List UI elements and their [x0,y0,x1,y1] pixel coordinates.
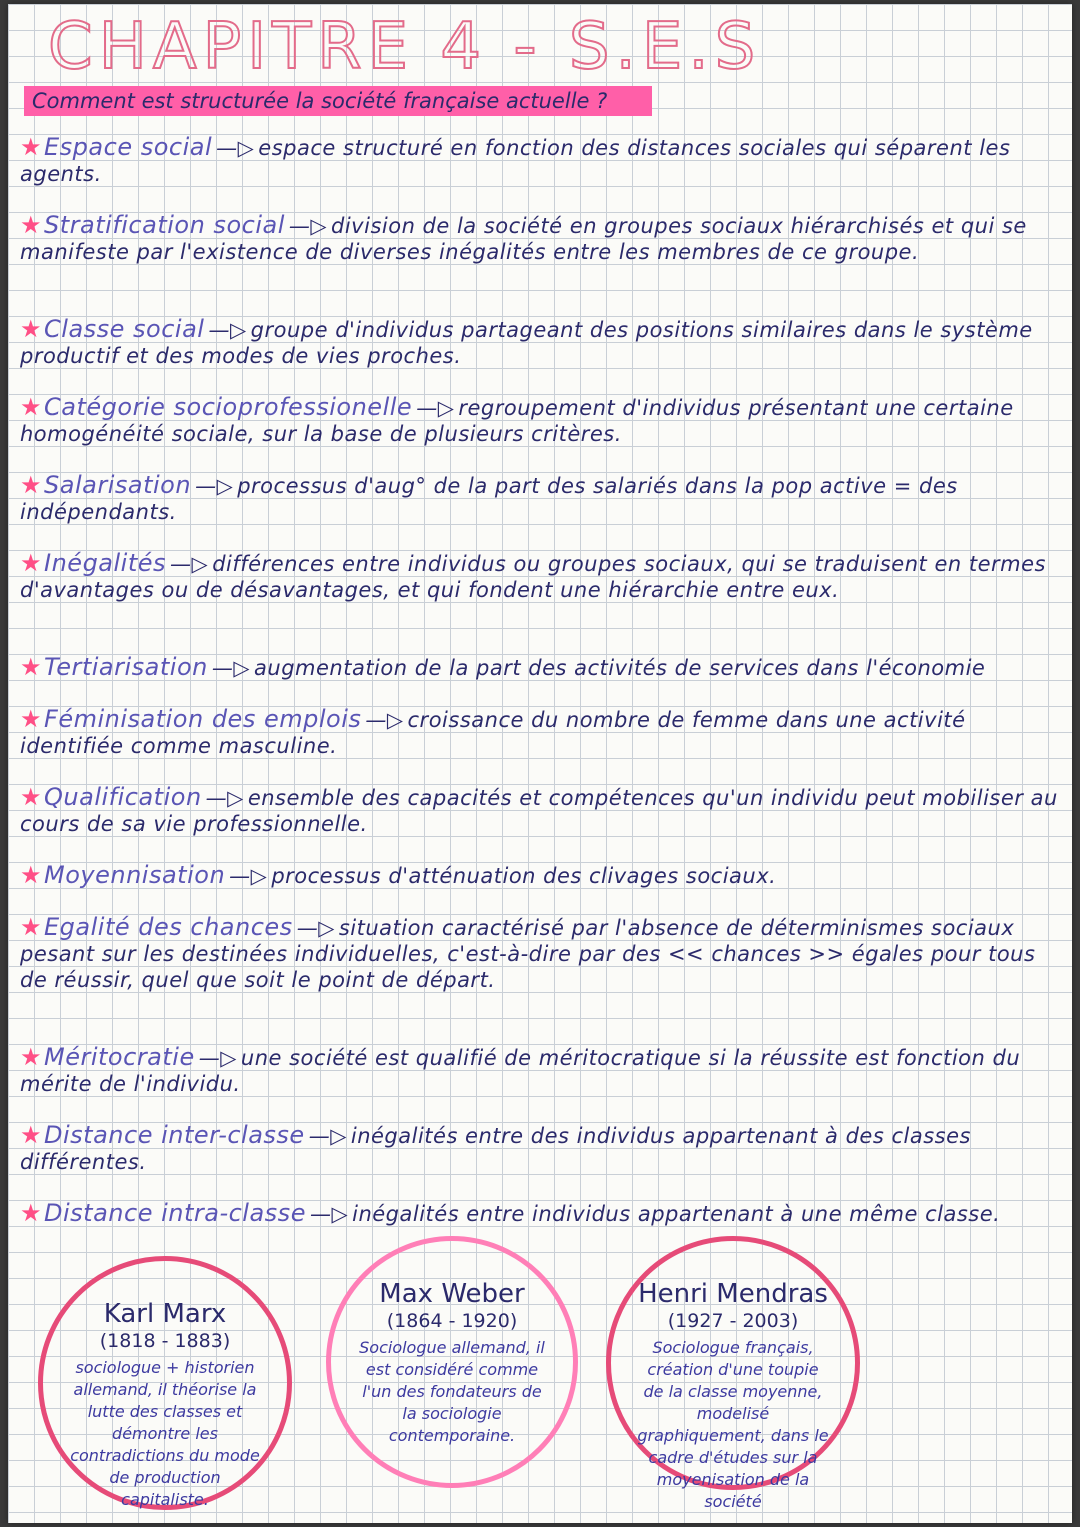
definition-item [20,394,1060,472]
definition-item [20,784,1060,862]
definition-item [20,914,1060,1044]
star-icon: ★ [20,211,43,239]
star-icon: ★ [20,705,43,733]
star-icon: ★ [20,1121,43,1149]
star-icon: ★ [20,133,43,161]
definition-list [20,134,1060,1278]
definition-text: différences entre individus ou groupes sociaux, qui se traduisent en termes d'avantages ou de désavantages, et qui fondent une hiérarchie entre eux. [20,552,1046,602]
definition-term: Salarisation [44,471,192,499]
definition-term: Egalité des chances [44,913,293,941]
star-icon: ★ [20,783,43,811]
definition-item [20,862,1060,914]
definition-term: Qualification [44,783,202,811]
definition-text: processus d'atténuation des clivages sociaux. [271,864,777,888]
definition-text: augmentation de la part des activités de services dans l'économie [254,656,986,680]
definition-text: processus d'aug° de la part des salariés dans la pop active = des indépendants. [20,474,958,524]
definition-term: Espace social [44,133,213,161]
sociologist-name: Max Weber [379,1279,525,1309]
definition-text: inégalités entre individus appartenant à une même classe. [352,1202,1001,1226]
sociologist-card-weber [326,1236,578,1488]
arrow-icon: —▷ [211,656,251,680]
definition-text: espace structuré en fonction des distances sociales qui séparent les agents. [20,136,1011,186]
arrow-icon: —▷ [195,474,234,498]
notebook-page [8,4,1072,1523]
arrow-icon: —▷ [170,552,209,576]
star-icon: ★ [20,1199,43,1227]
sociologist-dates: (1927 - 2003) [667,1310,799,1332]
definition-term: Féminisation des emplois [44,705,362,733]
sociologist-card-mendras [606,1236,860,1511]
definition-text: groupe d'individus partageant des positions similaires dans le système productif et des modes de vies proches. [20,318,1033,368]
definition-item [20,654,1060,706]
arrow-icon: —▷ [288,214,328,238]
star-icon: ★ [20,1043,43,1071]
page-subtitle: Comment est structurée la société française actuelle ? [24,86,652,116]
arrow-icon: —▷ [309,1202,349,1226]
definition-term: Distance inter-classe [44,1121,305,1149]
definition-text: ensemble des capacités et compétences qu'un individu peut mobiliser au cours de sa vie professionnelle. [20,786,1058,836]
definition-text: une société est qualifié de méritocratique si la réussite est fonction du mérite de l'individu. [20,1046,1021,1096]
arrow-icon: —▷ [308,1124,347,1148]
definition-item [20,706,1060,784]
star-icon: ★ [20,549,43,577]
star-icon: ★ [20,393,43,421]
definition-term: Inégalités [44,549,167,577]
definition-term: Classe social [44,315,205,343]
definition-term: Distance intra-classe [44,1199,306,1227]
definition-item [20,212,1060,316]
definition-term: Stratification social [44,211,285,239]
definition-item [20,1122,1060,1200]
arrow-icon: —▷ [296,916,335,940]
star-icon: ★ [20,471,43,499]
definition-item [20,134,1060,212]
sociologist-dates: (1864 - 1920) [386,1310,518,1332]
sociologist-name: Karl Marx [103,1299,227,1329]
star-icon: ★ [20,913,43,941]
arrow-icon: —▷ [216,136,255,160]
definition-text: croissance du nombre de femme dans une activité identifiée comme masculine. [20,708,966,758]
arrow-icon: —▷ [205,786,244,810]
definition-text: situation caractérisé par l'absence de déterminismes sociaux pesant sur les destinées individuelles, c'est-à-dire par des << chances >> égales pour tous de réussir, quel que soit le point de départ. [20,916,1036,992]
star-icon: ★ [20,861,43,889]
sociologist-name: Henri Mendras [638,1279,828,1309]
sociologist-description: sociologue + historien allemand, il théorise la lutte des classes et démontre les contradictions du mode de production capitaliste. [70,1358,260,1509]
definition-term: Moyennisation [44,861,226,889]
definition-term: Méritocratie [44,1043,195,1071]
sociologist-card-marx [38,1256,292,1510]
definition-item [20,472,1060,550]
definition-term: Catégorie socioprofessionelle [44,393,413,421]
sociologist-dates: (1818 - 1883) [99,1330,231,1352]
definition-item [20,1044,1060,1122]
arrow-icon: —▷ [365,708,404,732]
arrow-icon: —▷ [229,864,268,888]
star-icon: ★ [20,653,43,681]
star-icon: ★ [20,315,43,343]
arrow-icon: —▷ [208,318,247,342]
arrow-icon: —▷ [416,396,455,420]
sociologist-description: Sociologue allemand, il est considéré comme l'un des fondateurs de la sociologie contemporaine. [359,1338,545,1445]
page-title: CHAPITRE 4 - S.E.S [48,10,762,84]
definition-text: inégalités entre des individus appartenant à des classes différentes. [20,1124,971,1174]
sociologist-description: Sociologue français, création d'une toupie de la classe moyenne, modelisé graphiquement, dans le cadre d'études sur la moyenisation de la société [637,1338,829,1511]
definition-item [20,550,1060,654]
arrow-icon: —▷ [198,1046,237,1070]
definition-text: division de la société en groupes sociaux hiérarchisés et qui se manifeste par l'existence de diverses inégalités entre les membres de ce groupe. [20,214,1027,264]
definition-item [20,316,1060,394]
definition-text: regroupement d'individus présentant une certaine homogénéité sociale, sur la base de plusieurs critères. [20,396,1014,446]
definition-term: Tertiarisation [44,653,208,681]
